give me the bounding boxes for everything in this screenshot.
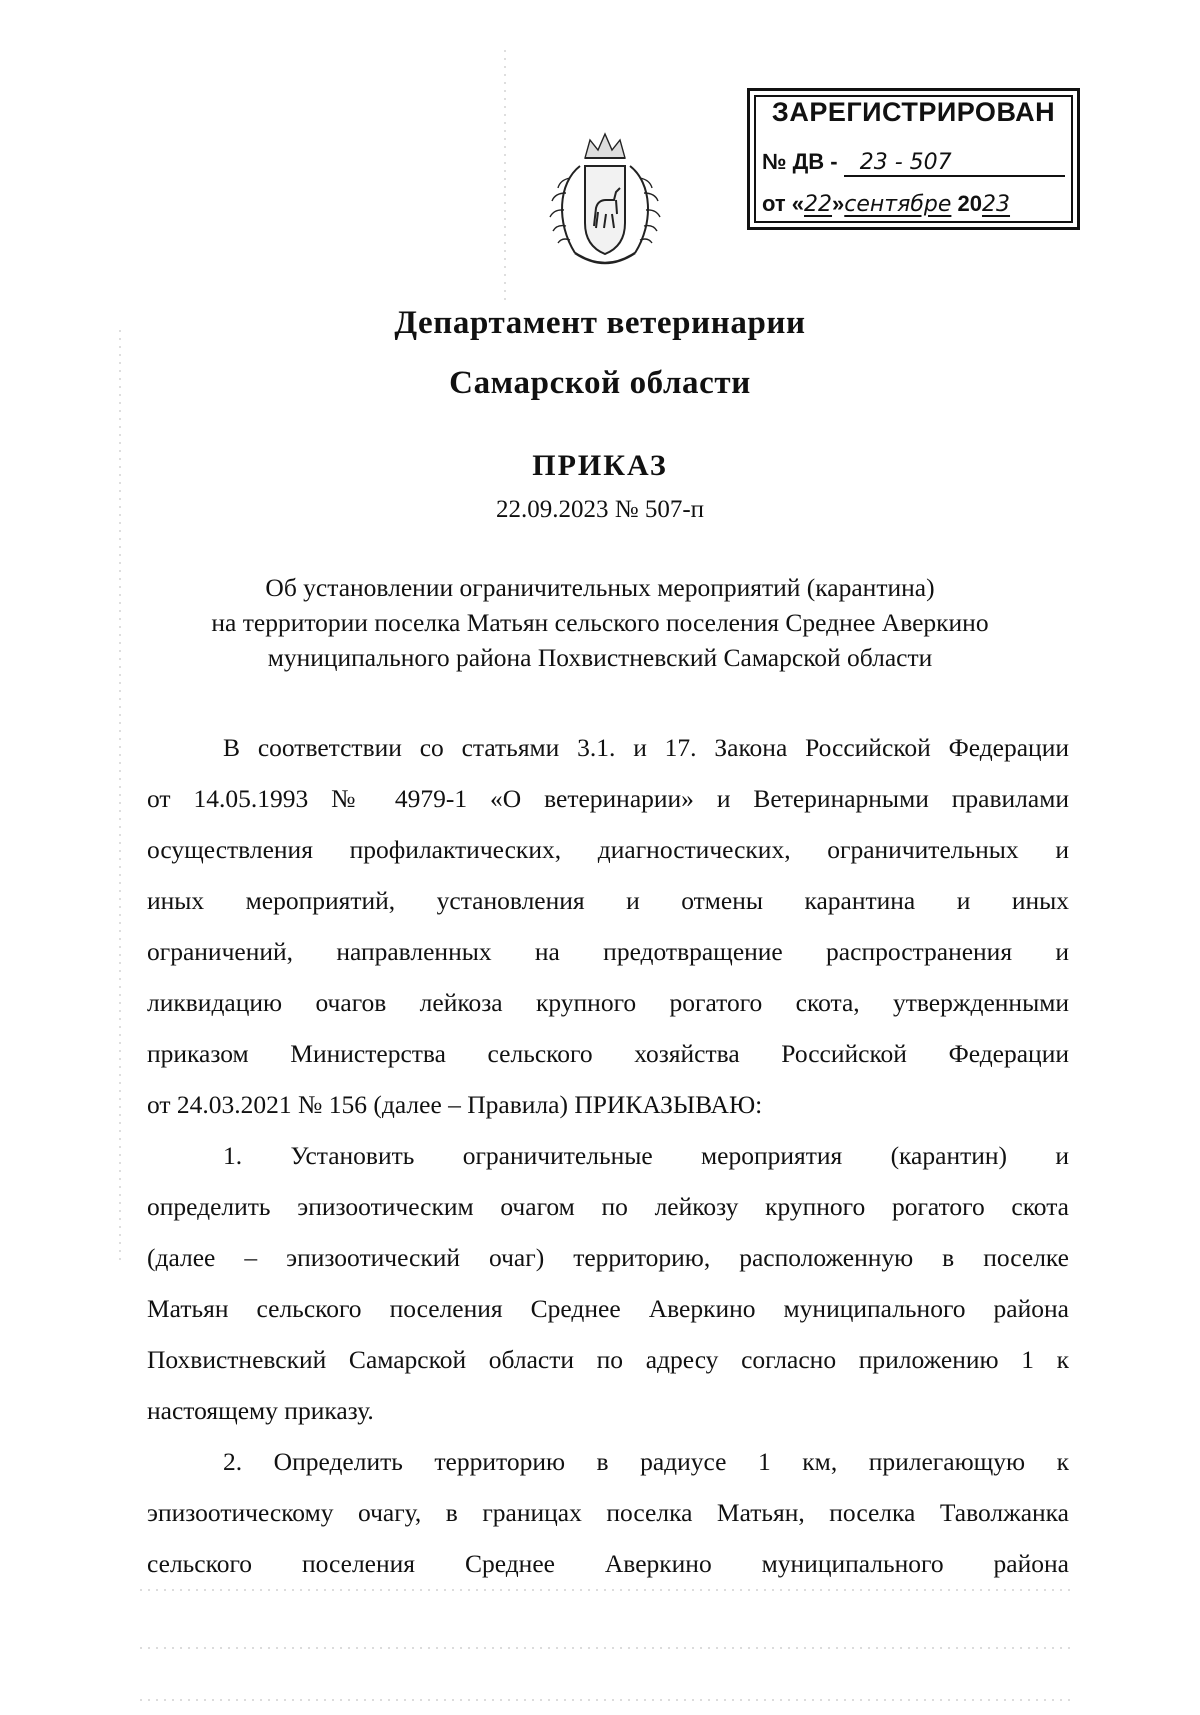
title-line: на территории поселка Матьян сельского поселения Среднее Аверкино <box>211 608 989 637</box>
body-line: ликвидацию очагов лейкоза крупного рогатого скота, утвержденными <box>147 988 1069 1017</box>
body-line: сельского поселения Среднее Аверкино муниципального района <box>147 1549 1069 1578</box>
stamp-date-year-suffix: 23 <box>982 192 1011 217</box>
coat-of-arms-emblem <box>540 128 670 278</box>
stamp-number-line <box>762 149 1065 177</box>
stamp-number-prefix: № ДВ - <box>762 149 838 174</box>
body-line: настоящему приказу. <box>147 1396 374 1425</box>
body-line: Матьян сельского поселения Среднее Аверкино муниципального района <box>147 1294 1069 1323</box>
body-line: определить эпизоотическим очагом по лейкозу крупного рогатого скота <box>147 1192 1069 1221</box>
department-name-line1: Департамент ветеринарии <box>394 305 806 341</box>
body-line: от 24.03.2021 № 156 (далее – Правила) ПРИКАЗЫВАЮ: <box>147 1090 763 1119</box>
stamp-date-month: сентябре <box>844 192 952 217</box>
body-line: осуществления профилактических, диагностических, ограничительных и <box>147 835 1069 864</box>
body-line: 1. Установить ограничительные мероприятия (карантин) и <box>223 1141 1069 1170</box>
document-date-number: 22.09.2023 № 507-п <box>495 496 705 523</box>
body-line: 2. Определить территорию в радиусе 1 км, прилегающую к <box>223 1447 1069 1476</box>
body-line: (далее – эпизоотический очаг) территорию, расположенную в поселке <box>147 1243 1069 1272</box>
title-line: Об установлении ограничительных мероприятий (карантина) <box>265 573 935 602</box>
body-line: от 14.05.1993 № 4979-1 «О ветеринарии» и Ветеринарными правилами <box>147 784 1069 813</box>
document-body <box>147 722 1069 1589</box>
body-line: ограничений, направленных на предотвращение распространения и <box>147 937 1069 966</box>
body-line: Похвистневский Самарской области по адресу согласно приложению 1 к <box>147 1345 1069 1374</box>
body-line: В соответствии со статьями 3.1. и 17. Закона Российской Федерации <box>223 733 1069 762</box>
stamp-date-mid: » <box>832 191 845 216</box>
body-line: эпизоотическому очагу, в границах поселка Матьян, поселка Таволжанка <box>147 1498 1069 1527</box>
stamp-date-day: 22 <box>804 192 833 217</box>
document-type: ПРИКАЗ <box>532 449 668 482</box>
stamp-date-prefix: от « <box>762 191 805 216</box>
department-name-line2: Самарской области <box>449 365 751 401</box>
registration-stamp <box>747 88 1080 230</box>
body-line: приказом Министерства сельского хозяйства Российской Федерации <box>147 1039 1069 1068</box>
document-title <box>140 570 1060 675</box>
body-line: иных мероприятий, установления и отмены карантина и иных <box>147 886 1069 915</box>
stamp-date-line <box>762 191 1010 217</box>
title-line: муниципального района Похвистневский Самарской области <box>267 643 933 672</box>
stamp-title: ЗАРЕГИСТРИРОВАН <box>771 97 1056 127</box>
stamp-number-value: 23 - 507 <box>859 150 952 175</box>
stamp-date-year-prefix: 20 <box>957 191 983 216</box>
